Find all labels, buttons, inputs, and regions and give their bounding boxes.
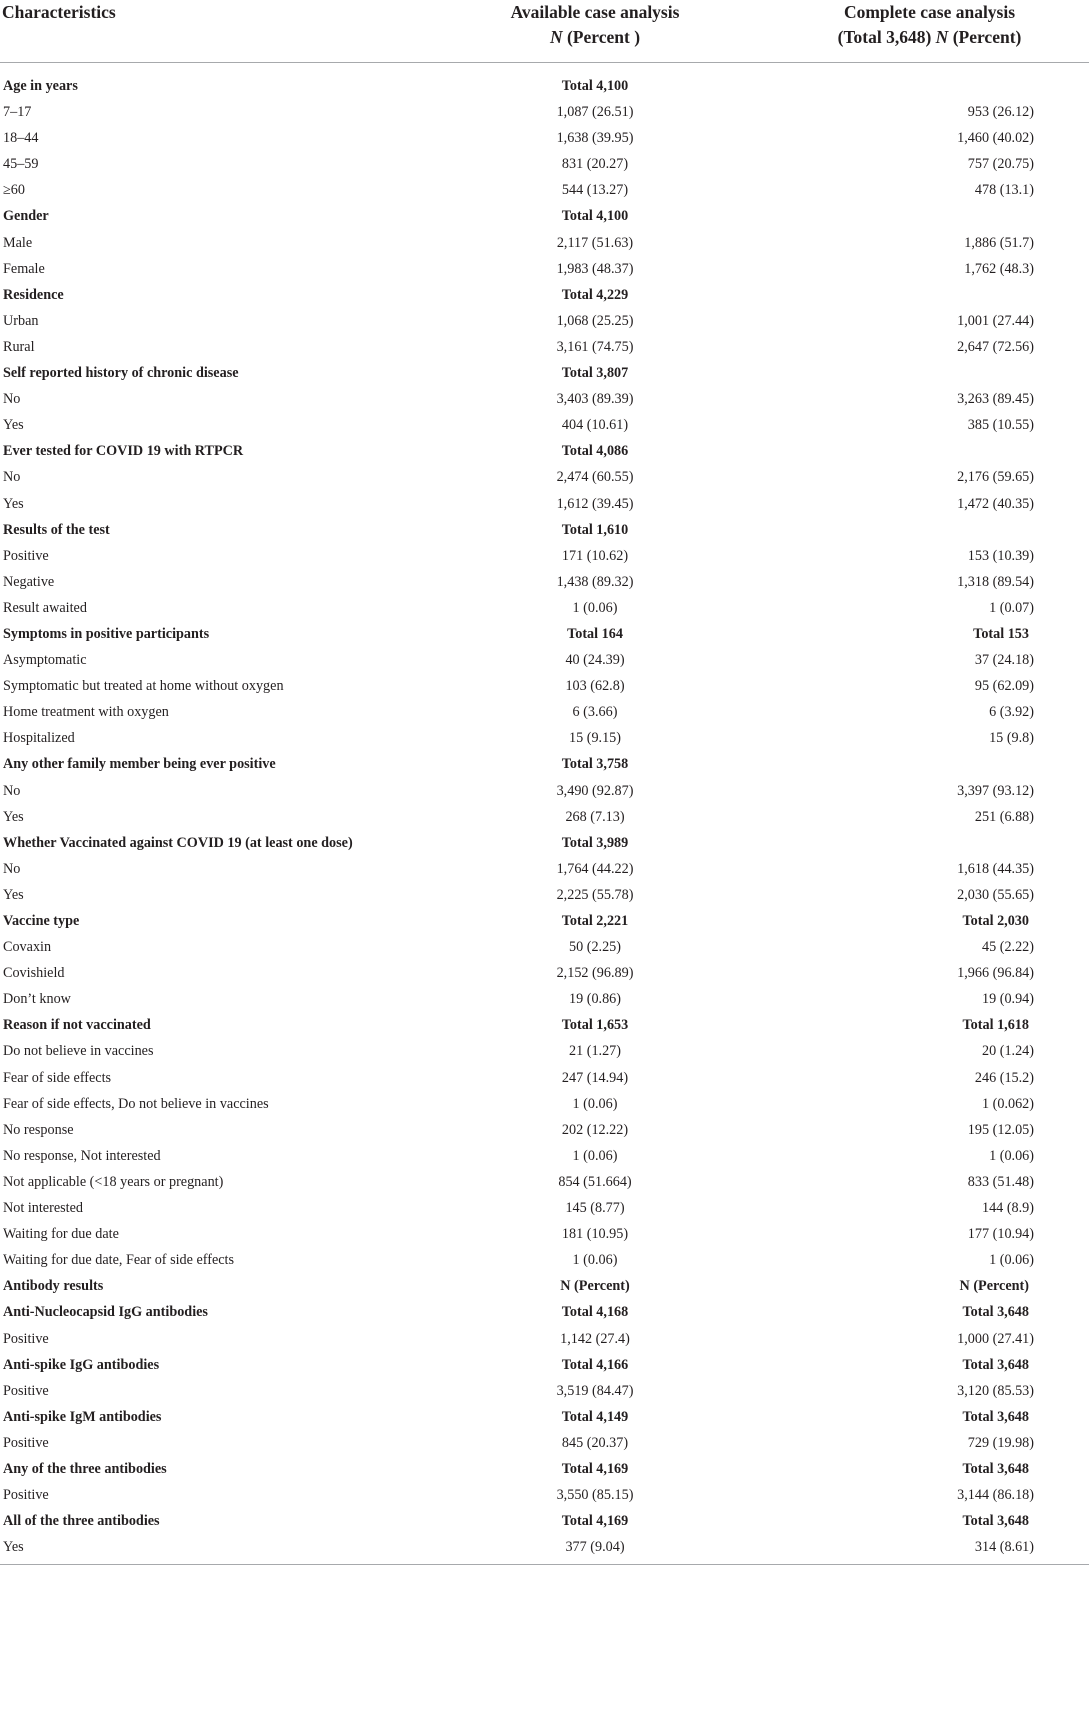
section-header-row — [0, 517, 1089, 543]
table-row — [0, 151, 1089, 177]
table-row — [0, 699, 1089, 725]
table-header — [0, 0, 1089, 63]
row-label: Waiting for due date — [3, 1226, 119, 1243]
table-row — [0, 934, 1089, 960]
table-row — [0, 1038, 1089, 1064]
complete-case-value: 6 (3.92) — [989, 704, 1034, 721]
table-row — [0, 464, 1089, 490]
table-row — [0, 308, 1089, 334]
available-case-value: 1 (0.06) — [572, 1252, 618, 1269]
available-case-value: Total 4,168 — [561, 1304, 629, 1321]
available-case-value: Total 164 — [567, 625, 623, 642]
complete-case-value — [770, 203, 1089, 229]
available-case-value: 145 (8.77) — [565, 1200, 625, 1217]
available-case-value: 544 (13.27) — [561, 182, 629, 199]
available-case-value: Total 4,166 — [561, 1356, 629, 1373]
row-label: Not applicable (<18 years or pregnant) — [3, 1173, 224, 1190]
available-case-value: Total 4,149 — [561, 1408, 629, 1425]
row-label: Results of the test — [3, 521, 110, 538]
row-label: Any of the three antibodies — [3, 1460, 167, 1477]
row-label: Result awaited — [3, 599, 87, 616]
row-label: Yes — [3, 1539, 24, 1556]
available-case-value: 1,068 (25.25) — [556, 312, 634, 329]
available-case-value: 3,519 (84.47) — [556, 1382, 634, 1399]
complete-case-value — [770, 63, 1089, 100]
complete-case-value: Total 153 — [973, 625, 1029, 642]
available-case-value: 40 (24.39) — [565, 652, 625, 669]
available-case-value: Total 4,229 — [561, 286, 629, 303]
table-row — [0, 491, 1089, 517]
available-case-value: 268 (7.13) — [565, 808, 625, 825]
section-header-row — [0, 1012, 1089, 1038]
header-available-percent: (Percent ) — [562, 27, 641, 47]
complete-case-value: Total 1,618 — [962, 1017, 1029, 1034]
row-label: No — [3, 391, 21, 408]
available-case-value: 19 (0.86) — [568, 991, 621, 1008]
table-row — [0, 1065, 1089, 1091]
row-label: Positive — [3, 1330, 49, 1347]
complete-case-value: 251 (6.88) — [974, 808, 1034, 825]
available-case-value: 1 (0.06) — [572, 1147, 618, 1164]
available-case-value: 6 (3.66) — [572, 704, 618, 721]
row-label: Symptoms in positive participants — [3, 625, 210, 642]
section-header-row — [0, 203, 1089, 229]
header-complete-case-unit — [770, 25, 1089, 50]
section-header-row — [0, 360, 1089, 386]
header-complete-case-title: Complete case analysis — [843, 2, 1016, 22]
complete-case-value: 19 (0.94) — [981, 991, 1034, 1008]
available-case-value: 171 (10.62) — [561, 547, 629, 564]
table-body — [0, 63, 1089, 1561]
row-label: Covaxin — [3, 939, 52, 956]
row-label: Yes — [3, 495, 24, 512]
section-header-row — [0, 1404, 1089, 1430]
available-case-value: 202 (12.22) — [561, 1121, 629, 1138]
section-header-row — [0, 1508, 1089, 1534]
section-header-row — [0, 282, 1089, 308]
complete-case-value: 195 (12.05) — [967, 1121, 1034, 1138]
table-row — [0, 1169, 1089, 1195]
row-label: Yes — [3, 417, 24, 434]
available-case-value: Total 1,610 — [561, 521, 629, 538]
table-row — [0, 1482, 1089, 1508]
table-row — [0, 778, 1089, 804]
row-label: Not interested — [3, 1200, 83, 1217]
table-row — [0, 960, 1089, 986]
header-available-case — [420, 0, 770, 63]
available-case-value: Total 1,653 — [561, 1017, 629, 1034]
available-case-value: Total 3,807 — [561, 365, 629, 382]
section-header-row — [0, 1299, 1089, 1325]
complete-case-value: 45 (2.22) — [981, 939, 1034, 956]
complete-case-value: 1 (0.06) — [989, 1147, 1034, 1164]
available-case-value: 1 (0.06) — [572, 599, 618, 616]
table-row — [0, 256, 1089, 282]
row-label: Positive — [3, 547, 49, 564]
complete-case-value: 1,762 (48.3) — [964, 260, 1034, 277]
header-available-case-unit — [420, 25, 770, 50]
available-case-value: 181 (10.95) — [561, 1226, 629, 1243]
complete-case-value: 2,030 (55.65) — [957, 886, 1034, 903]
available-case-value: 2,152 (96.89) — [556, 965, 634, 982]
available-case-value: 1,638 (39.95) — [556, 130, 634, 147]
complete-case-value: Total 3,648 — [962, 1513, 1029, 1530]
header-complete-percent: (Percent) — [948, 27, 1022, 47]
available-case-value: 1,142 (27.4) — [560, 1330, 630, 1347]
complete-case-value: 757 (20.75) — [967, 156, 1034, 173]
row-label: ≥60 — [3, 182, 25, 199]
row-label: Anti-spike IgG antibodies — [3, 1356, 160, 1373]
header-complete-n: N — [935, 27, 949, 47]
row-label: Age in years — [3, 78, 78, 94]
section-header-row — [0, 908, 1089, 934]
available-case-value: Total 4,100 — [561, 78, 629, 94]
table-row — [0, 1430, 1089, 1456]
row-label: Anti-spike IgM antibodies — [3, 1408, 162, 1425]
complete-case-value: 246 (15.2) — [974, 1069, 1034, 1086]
table-row — [0, 1378, 1089, 1404]
available-case-value: N (Percent) — [560, 1278, 630, 1295]
table-row — [0, 647, 1089, 673]
table-row — [0, 569, 1089, 595]
available-case-value: 2,117 (51.63) — [556, 234, 634, 251]
available-case-value: 854 (51.664) — [558, 1173, 632, 1190]
available-case-value: 2,225 (55.78) — [556, 886, 634, 903]
complete-case-value: 1,618 (44.35) — [957, 860, 1034, 877]
available-case-value: 2,474 (60.55) — [556, 469, 634, 486]
complete-case-value: Total 3,648 — [962, 1408, 1029, 1425]
table-row — [0, 986, 1089, 1012]
row-label: Positive — [3, 1434, 49, 1451]
table-row — [0, 412, 1089, 438]
complete-case-value: 729 (19.98) — [967, 1434, 1034, 1451]
row-label: 45–59 — [3, 156, 39, 173]
table-row — [0, 1221, 1089, 1247]
complete-case-value: 95 (62.09) — [974, 678, 1034, 695]
row-label: Do not believe in vaccines — [3, 1043, 154, 1060]
table-row — [0, 1326, 1089, 1352]
section-header-row — [0, 438, 1089, 464]
available-case-value: 3,161 (74.75) — [556, 338, 634, 355]
complete-case-value: 3,120 (85.53) — [957, 1382, 1034, 1399]
complete-case-value — [770, 517, 1089, 543]
row-label: All of the three antibodies — [3, 1513, 160, 1530]
available-case-value: 1,612 (39.45) — [556, 495, 634, 512]
available-case-value: Total 2,221 — [561, 913, 629, 929]
section-header-row — [0, 63, 1089, 100]
row-label: Self reported history of chronic disease — [3, 365, 239, 382]
complete-case-value: 1 (0.062) — [981, 1095, 1034, 1112]
row-label: Asymptomatic — [3, 652, 87, 669]
complete-case-value: 478 (13.1) — [974, 182, 1034, 199]
table-row — [0, 334, 1089, 360]
available-case-value: Total 4,169 — [561, 1513, 629, 1530]
complete-case-value: 3,263 (89.45) — [957, 391, 1034, 408]
available-case-value: 3,550 (85.15) — [556, 1487, 634, 1504]
row-label: No response, Not interested — [3, 1147, 161, 1164]
available-case-value: 1,983 (48.37) — [556, 260, 634, 277]
available-case-value: 1,764 (44.22) — [556, 860, 634, 877]
available-case-value: 845 (20.37) — [561, 1434, 629, 1451]
row-label: Rural — [3, 338, 35, 355]
complete-case-value: 385 (10.55) — [967, 417, 1034, 434]
table-row — [0, 125, 1089, 151]
header-available-n: N — [549, 27, 563, 47]
available-case-value: Total 3,758 — [561, 756, 629, 773]
table-row — [0, 882, 1089, 908]
table-row — [0, 1117, 1089, 1143]
complete-case-value: 177 (10.94) — [967, 1226, 1034, 1243]
available-case-value: 247 (14.94) — [561, 1069, 629, 1086]
row-label: No response — [3, 1121, 74, 1138]
complete-case-value: 1,000 (27.41) — [957, 1330, 1034, 1347]
table-row — [0, 804, 1089, 830]
complete-case-value: 2,647 (72.56) — [957, 338, 1034, 355]
table-row — [0, 673, 1089, 699]
complete-case-value: Total 3,648 — [962, 1304, 1029, 1321]
table-row — [0, 725, 1089, 751]
row-label: Positive — [3, 1382, 49, 1399]
table-row — [0, 99, 1089, 125]
complete-case-value: 1,001 (27.44) — [957, 312, 1034, 329]
complete-case-value: 1,460 (40.02) — [957, 130, 1034, 147]
available-case-value: 377 (9.04) — [565, 1539, 625, 1556]
row-label: 7–17 — [3, 104, 32, 121]
available-case-value: 103 (62.8) — [565, 678, 625, 695]
complete-case-value: 37 (24.18) — [974, 652, 1034, 669]
header-available-case-title: Available case analysis — [510, 2, 680, 22]
available-case-value: Total 4,086 — [561, 443, 629, 460]
available-case-value: 21 (1.27) — [568, 1043, 621, 1060]
row-label: Symptomatic but treated at home without oxygen — [3, 678, 284, 695]
table-row — [0, 177, 1089, 203]
complete-case-value: 1,318 (89.54) — [957, 573, 1034, 590]
row-label: Male — [3, 234, 33, 251]
complete-case-value: 3,397 (93.12) — [957, 782, 1034, 799]
complete-case-value — [770, 282, 1089, 308]
section-header-row — [0, 751, 1089, 777]
complete-case-value: 144 (8.9) — [981, 1200, 1034, 1217]
available-case-value: Total 4,169 — [561, 1460, 629, 1477]
complete-case-value: 1,966 (96.84) — [957, 965, 1034, 982]
section-header-row — [0, 621, 1089, 647]
row-label: Ever tested for COVID 19 with RTPCR — [3, 443, 244, 460]
section-header-row — [0, 830, 1089, 856]
row-label: Fear of side effects, Do not believe in vaccines — [3, 1095, 269, 1112]
row-label: Whether Vaccinated against COVID 19 (at least one dose) — [3, 834, 353, 851]
row-label: Residence — [3, 286, 64, 303]
complete-case-value: Total 3,648 — [962, 1460, 1029, 1477]
row-label: Any other family member being ever positive — [3, 756, 276, 773]
row-label: No — [3, 782, 21, 799]
row-label: No — [3, 469, 21, 486]
available-case-value: Total 3,989 — [561, 834, 629, 851]
complete-case-value: 3,144 (86.18) — [957, 1487, 1034, 1504]
table-row — [0, 543, 1089, 569]
complete-case-value: 2,176 (59.65) — [957, 469, 1034, 486]
complete-case-value: 314 (8.61) — [974, 1539, 1034, 1556]
header-complete-total: (Total 3,648) — [837, 27, 936, 47]
complete-case-value — [770, 360, 1089, 386]
complete-case-value: 1 (0.06) — [989, 1252, 1034, 1269]
table-row — [0, 1247, 1089, 1273]
table-row — [0, 856, 1089, 882]
table-row — [0, 1195, 1089, 1221]
row-label: Vaccine type — [3, 913, 80, 929]
table-row — [0, 1534, 1089, 1560]
row-label: Urban — [3, 312, 39, 329]
row-label: Covishield — [3, 965, 65, 982]
available-case-value: Total 4,100 — [561, 208, 629, 225]
section-header-row — [0, 1456, 1089, 1482]
available-case-value: 831 (20.27) — [561, 156, 629, 173]
complete-case-value: 1,886 (51.7) — [964, 234, 1034, 251]
available-case-value: 3,403 (89.39) — [556, 391, 634, 408]
row-label: Female — [3, 260, 45, 277]
complete-case-value: Total 2,030 — [962, 913, 1029, 929]
row-label: Yes — [3, 886, 24, 903]
row-label: Gender — [3, 208, 49, 225]
available-case-value: 50 (2.25) — [568, 939, 621, 956]
available-case-value: 3,490 (92.87) — [556, 782, 634, 799]
row-label: Hospitalized — [3, 730, 75, 747]
row-label: Yes — [3, 808, 24, 825]
complete-case-value: 953 (26.12) — [967, 104, 1034, 121]
row-label: Fear of side effects — [3, 1069, 112, 1086]
table-row — [0, 1143, 1089, 1169]
section-header-row — [0, 1273, 1089, 1299]
available-case-value: 404 (10.61) — [561, 417, 629, 434]
complete-case-value: Total 3,648 — [962, 1356, 1029, 1373]
complete-case-value — [770, 830, 1089, 856]
available-case-value: 1,438 (89.32) — [556, 573, 634, 590]
row-label: Negative — [3, 573, 55, 590]
available-case-value: 1,087 (26.51) — [556, 104, 634, 121]
table-row — [0, 230, 1089, 256]
complete-case-value: 20 (1.24) — [981, 1043, 1034, 1060]
row-label: Home treatment with oxygen — [3, 704, 169, 721]
complete-case-value: 1,472 (40.35) — [957, 495, 1034, 512]
complete-case-value: 15 (9.8) — [989, 730, 1034, 747]
header-characteristics: Characteristics — [0, 0, 420, 63]
table-bottom-rule — [0, 1564, 1089, 1565]
complete-case-value: 833 (51.48) — [967, 1173, 1034, 1190]
row-label: Don’t know — [3, 991, 71, 1008]
row-label: Positive — [3, 1487, 49, 1504]
table-row — [0, 1091, 1089, 1117]
available-case-value: 15 (9.15) — [568, 730, 621, 747]
header-complete-case — [770, 0, 1089, 63]
complete-case-value — [770, 438, 1089, 464]
row-label: 18–44 — [3, 130, 39, 147]
row-label: Waiting for due date, Fear of side effects — [3, 1252, 235, 1269]
row-label: Antibody results — [3, 1278, 104, 1295]
complete-case-value: 1 (0.07) — [989, 599, 1034, 616]
complete-case-value — [770, 751, 1089, 777]
row-label: Reason if not vaccinated — [3, 1017, 151, 1034]
row-label: Anti-Nucleocapsid IgG antibodies — [3, 1304, 208, 1321]
row-label: No — [3, 860, 21, 877]
table-row — [0, 386, 1089, 412]
complete-case-value: 153 (10.39) — [967, 547, 1034, 564]
available-case-value: 1 (0.06) — [572, 1095, 618, 1112]
table-row — [0, 595, 1089, 621]
complete-case-value: N (Percent) — [959, 1278, 1029, 1295]
section-header-row — [0, 1352, 1089, 1378]
